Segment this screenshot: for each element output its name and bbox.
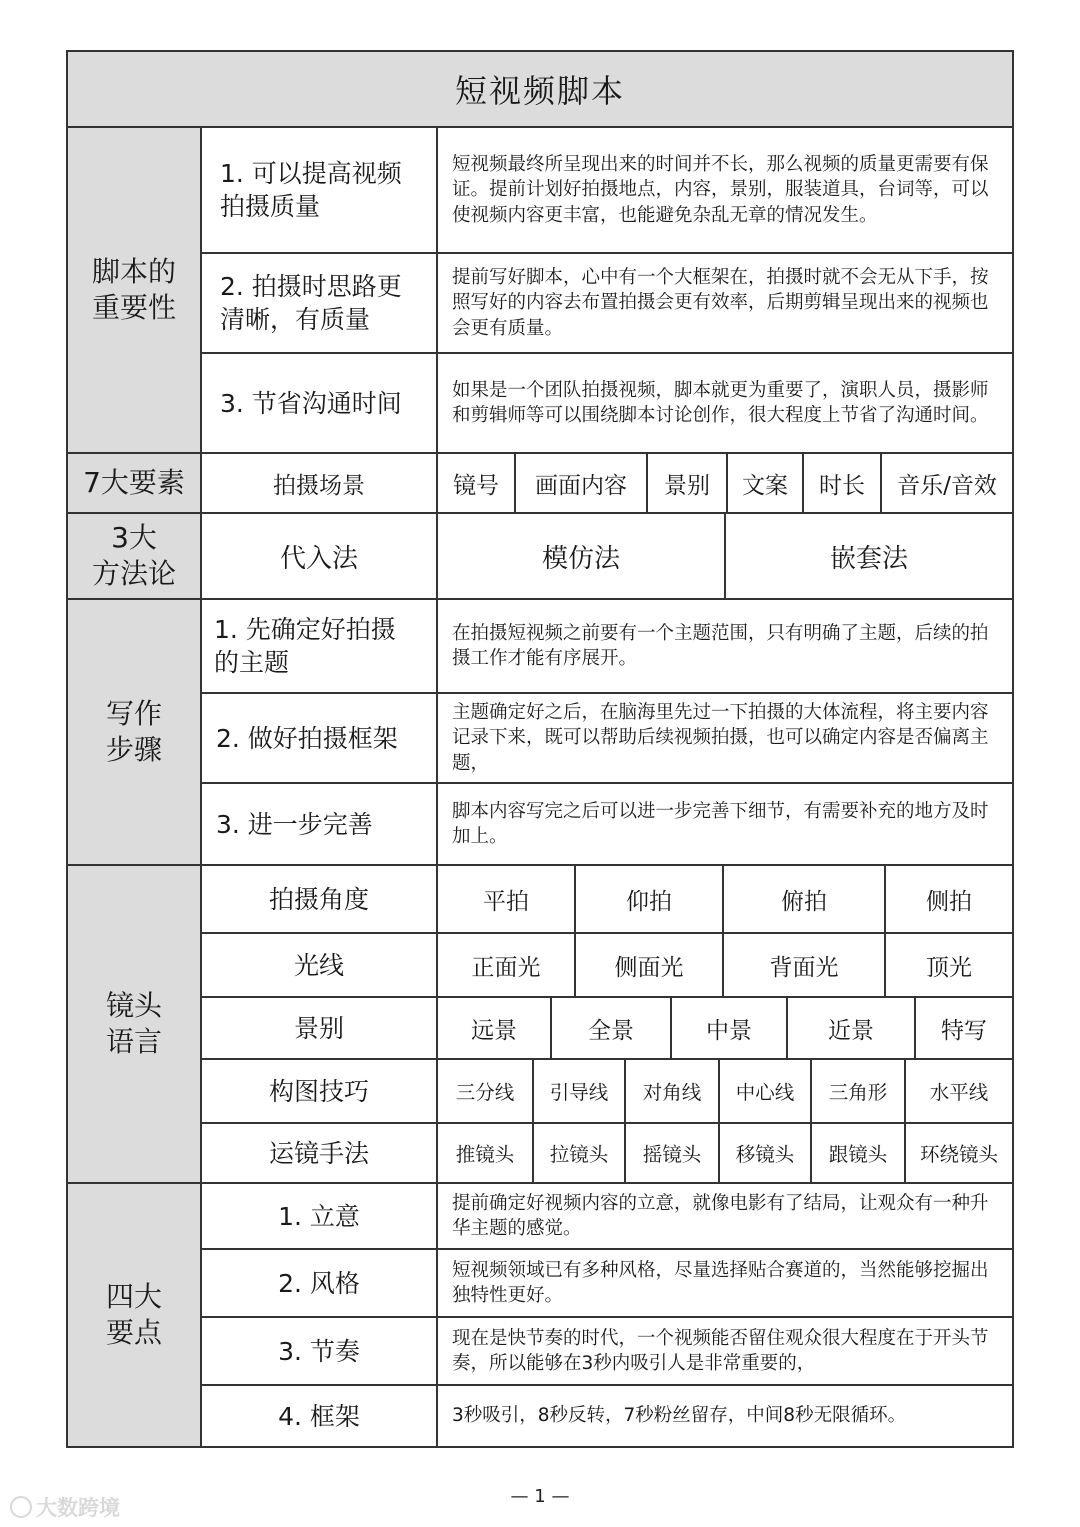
divider	[202, 932, 1012, 934]
lens-label-light: 光线	[293, 950, 344, 980]
divider	[202, 692, 1012, 694]
section-lens: 镜头 语言	[68, 866, 200, 1182]
keypoint-desc-1: 提前确定好视频内容的立意，就像电影有了结局，让观众有一种升华主题的感觉。	[452, 1192, 989, 1239]
method-3: 嵌套法	[829, 543, 908, 574]
watermark-text: 大数跨境	[36, 1496, 120, 1520]
element-5: 文案	[742, 472, 788, 499]
lens-option: 推镜头	[455, 1143, 515, 1166]
watermark-logo-icon	[10, 1496, 32, 1518]
divider	[670, 996, 672, 1058]
lens-option: 水平线	[929, 1081, 989, 1104]
lens-option: 三角形	[828, 1081, 888, 1104]
lens-label-composition: 构图技巧	[268, 1076, 369, 1106]
step-desc-2: 主题确定好之后，在脑海里先过一下拍摄的大体流程，将主要内容记录下来，既可以帮助后续视频拍摄，也可以确定内容是否偏离主题，	[452, 701, 989, 774]
divider	[718, 1058, 720, 1182]
divider	[724, 512, 726, 598]
divider	[68, 512, 1012, 514]
section-steps: 写作 步骤	[68, 600, 200, 864]
importance-label-2: 2. 拍摄时思路更 清晰，有质量	[220, 272, 402, 334]
element-2: 镜号	[453, 472, 499, 499]
keypoint-desc-4: 3秒吸引，8秒反转，7秒粉丝留存，中间8秒无限循环。	[452, 1405, 907, 1427]
element-3: 画面内容	[535, 472, 627, 499]
divider	[200, 126, 202, 1446]
script-table	[66, 50, 1014, 1448]
divider	[880, 452, 882, 512]
keypoint-label-3: 3. 节奏	[278, 1336, 360, 1366]
divider	[574, 864, 576, 996]
divider	[802, 452, 804, 512]
divider	[202, 1384, 1012, 1386]
step-label-1: 1. 先确定好拍摄 的主题	[214, 615, 396, 677]
divider	[726, 452, 728, 512]
divider	[722, 864, 724, 996]
section-keypoints: 四大 要点	[68, 1184, 200, 1446]
lens-option: 顶光	[926, 954, 972, 981]
lens-option: 中景	[706, 1017, 752, 1044]
lens-option: 摇镜头	[642, 1143, 702, 1166]
divider	[624, 1058, 626, 1182]
divider	[202, 1058, 1012, 1060]
importance-desc-3: 如果是一个团队拍摄视频，脚本就更为重要了，演职人员，摄影师和剪辑师等可以围绕脚本讨论创作，很大程度上节省了沟通时间。	[452, 379, 989, 426]
lens-label-shot: 景别	[293, 1013, 344, 1043]
divider	[68, 1182, 1012, 1184]
lens-option: 远景	[471, 1017, 517, 1044]
importance-desc-2: 提前写好脚本，心中有一个大框架在，拍摄时就不会无从下手，按照写好的内容去布置拍摄会更有效率，后期剪辑呈现出来的视频也会更有质量。	[452, 266, 989, 339]
divider	[68, 126, 1012, 128]
lens-option: 平拍	[483, 888, 529, 915]
step-label-3: 3. 进一步完善	[216, 809, 373, 839]
lens-option: 俯拍	[781, 888, 827, 915]
divider	[202, 996, 1012, 998]
element-7: 音乐/音效	[897, 472, 997, 499]
divider	[646, 452, 648, 512]
method-2: 模仿法	[541, 543, 620, 574]
lens-option: 仰拍	[626, 888, 672, 915]
keypoint-label-1: 1. 立意	[278, 1201, 360, 1231]
lens-option: 侧拍	[926, 888, 972, 915]
method-1: 代入法	[279, 543, 358, 574]
section-methods: 3大 方法论	[68, 514, 200, 598]
lens-option: 拉镜头	[549, 1143, 609, 1166]
divider	[514, 452, 516, 512]
importance-label-1: 1. 可以提高视频 拍摄质量	[220, 159, 402, 221]
step-desc-1: 在拍摄短视频之前要有一个主题范围，只有明确了主题，后续的拍摄工作才能有序展开。	[452, 622, 989, 669]
divider	[550, 996, 552, 1058]
page-title: 短视频脚本	[68, 52, 1012, 126]
element-4: 景别	[664, 472, 710, 499]
divider	[68, 864, 1012, 866]
section-elements: 7大要素	[68, 454, 200, 512]
divider	[202, 252, 1012, 254]
divider	[884, 864, 886, 996]
lens-option: 特写	[941, 1017, 987, 1044]
lens-option: 移镜头	[735, 1143, 795, 1166]
keypoint-desc-3: 现在是快节奏的时代，一个视频能否留住观众很大程度在于开头节奏，所以能够在3秒内吸引人是非常重要的，	[452, 1327, 989, 1374]
lens-option: 近景	[828, 1017, 874, 1044]
divider	[202, 1316, 1012, 1318]
element-1: 拍摄场景	[273, 472, 365, 499]
divider	[202, 782, 1012, 784]
page-number: — 1 —	[510, 1486, 570, 1507]
importance-desc-1: 短视频最终所呈现出来的时间并不长，那么视频的质量更需要有保证。提前计划好拍摄地点，内容，景别，服装道具，台词等，可以使视频内容更丰富，也能避免杂乱无章的情况发生。	[452, 153, 989, 226]
lens-option: 正面光	[471, 954, 541, 981]
element-6: 时长	[819, 472, 865, 499]
keypoint-label-4: 4. 框架	[278, 1401, 360, 1431]
divider	[202, 1248, 1012, 1250]
divider	[436, 126, 438, 1446]
divider	[786, 996, 788, 1058]
keypoint-label-2: 2. 风格	[278, 1268, 360, 1298]
watermark	[10, 1492, 120, 1522]
step-desc-3: 脚本内容写完之后可以进一步完善下细节，有需要补充的地方及时加上。	[452, 800, 989, 847]
divider	[68, 452, 1012, 454]
section-importance: 脚本的 重要性	[68, 128, 200, 452]
divider	[532, 1058, 534, 1182]
divider	[68, 598, 1012, 600]
lens-option: 对角线	[642, 1081, 702, 1104]
lens-option: 引导线	[549, 1081, 609, 1104]
keypoint-desc-2: 短视频领域已有多种风格，尽量选择贴合赛道的，当然能够挖掘出独特性更好。	[452, 1259, 989, 1306]
step-label-2: 2. 做好拍摄框架	[216, 723, 398, 753]
divider	[914, 996, 916, 1058]
lens-option: 环绕镜头	[919, 1143, 998, 1166]
lens-option: 中心线	[735, 1081, 795, 1104]
lens-label-angle: 拍摄角度	[268, 884, 369, 914]
divider	[904, 1058, 906, 1182]
divider	[810, 1058, 812, 1182]
lens-label-movement: 运镜手法	[268, 1138, 369, 1168]
lens-option: 背面光	[769, 954, 839, 981]
lens-option: 跟镜头	[828, 1143, 888, 1166]
lens-option: 侧面光	[614, 954, 684, 981]
divider	[202, 352, 1012, 354]
lens-option: 三分线	[455, 1081, 515, 1104]
lens-option: 全景	[588, 1017, 634, 1044]
divider	[202, 1122, 1012, 1124]
importance-label-3: 3. 节省沟通时间	[220, 388, 402, 418]
